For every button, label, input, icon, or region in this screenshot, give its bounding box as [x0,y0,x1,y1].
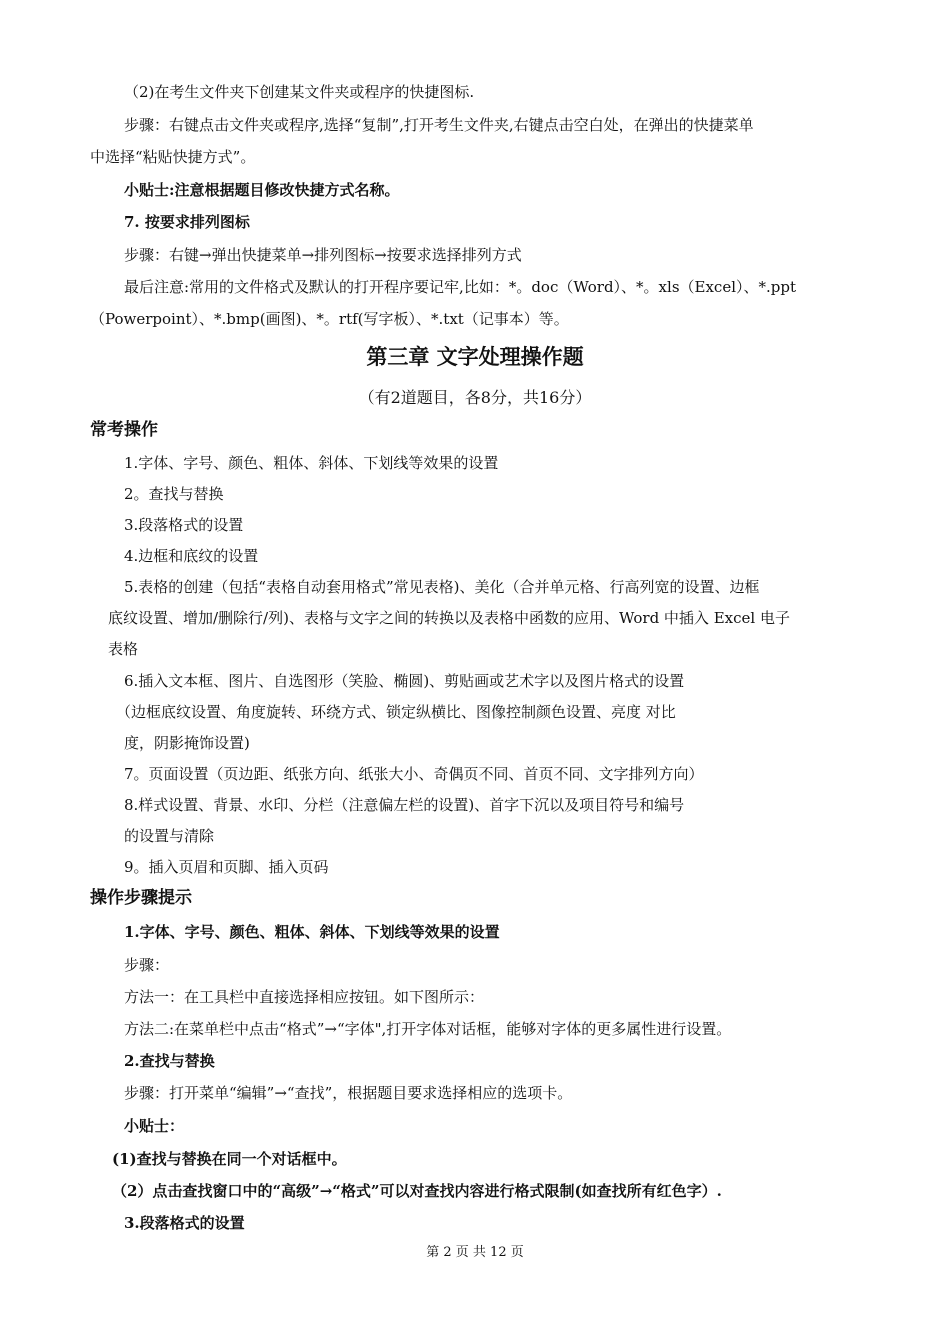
list-item: 4.边框和底纹的设置 [124,547,259,565]
tip-heading: 小贴士： [124,1117,185,1135]
list-item: （边框底纹设置、角度旋转、环绕方式、锁定纵横比、图像控制颜色设置、亮度 对比 [116,703,676,721]
section-heading-steps: 操作步骤提示 [90,888,192,908]
tip-line: （2）点击查找窗口中的“高级”→“格式”可以对查找内容进行格式限制(如查找所有红色字）. [112,1182,722,1200]
text-line: 中选择“粘贴快捷方式”。 [90,148,256,166]
text-line: 步骤：打开菜单“编辑”→“查找”，根据题目要求选择相应的选项卡。 [124,1084,573,1102]
step-heading: 2.查找与替换 [124,1052,215,1070]
text-line: 最后注意:常用的文件格式及默认的打开程序要记牢,比如：*。doc（Word）、*。xls（Excel）、*.ppt [124,278,797,296]
list-item: 5.表格的创建（包括“表格自动套用格式”常见表格)、美化（合并单元格、行高列宽的设置、边框 [124,578,760,596]
tip-line: 小贴士:注意根据题目修改快捷方式名称。 [124,181,400,199]
list-item: 3.段落格式的设置 [124,516,244,534]
text-line: 方法二:在菜单栏中点击“格式”→“字体",打开字体对话框，能够对字体的更多属性进行设置。 [124,1020,732,1038]
list-item: 底纹设置、增加/删除行/列)、表格与文字之间的转换以及表格中函数的应用、Word 中插入 Excel 电子 [108,609,790,627]
chapter-title: 第三章 文字处理操作题 [366,345,584,369]
item-heading: 7. 按要求排列图标 [124,213,250,231]
list-item: 8.样式设置、背景、水印、分栏（注意偏左栏的设置)、首字下沉以及项目符号和编号 [124,796,685,814]
text-line: 步骤：右键→弹出快捷菜单→排列图标→按要求选择排列方式 [124,246,522,264]
text-line: （2)在考生文件夹下创建某文件夹或程序的快捷图标. [124,83,475,101]
list-item: 1.字体、字号、颜色、粗体、斜体、下划线等效果的设置 [124,454,499,472]
step-heading: 3.段落格式的设置 [124,1214,245,1232]
list-item: 7。页面设置（页边距、纸张方向、纸张大小、奇偶页不同、首页不同、文字排列方向） [124,765,704,783]
chapter-subtitle: （有2道题目，各8分，共16分） [358,388,592,407]
list-item: 9。插入页眉和页脚、插入页码 [124,858,329,876]
text-line: 步骤：右键点击文件夹或程序,选择“复制”,打开考生文件夹,右键点击空白处，在弹出的快捷菜单 [124,116,754,134]
list-item: 6.插入文本框、图片、自选图形（笑脸、椭圆)、剪贴画或艺术字以及图片格式的设置 [124,672,685,690]
section-heading-common-ops: 常考操作 [90,420,158,440]
text-line: 方法一：在工具栏中直接选择相应按钮。如下图所示： [124,988,485,1006]
page-footer: 第 2 页 共 12 页 [426,1245,524,1260]
list-item: 2。查找与替换 [124,485,224,503]
step-heading: 1.字体、字号、颜色、粗体、斜体、下划线等效果的设置 [124,923,500,941]
text-line: （Powerpoint）、*.bmp(画图)、*。rtf(写字板）、*.txt（记事本）等。 [90,310,569,328]
list-item: 度，阴影掩饰设置) [124,734,250,752]
text-line: 步骤： [124,956,170,974]
list-item: 的设置与清除 [124,827,215,845]
tip-line: (1)查找与替换在同一个对话框中。 [112,1150,347,1168]
list-item: 表格 [108,640,139,658]
